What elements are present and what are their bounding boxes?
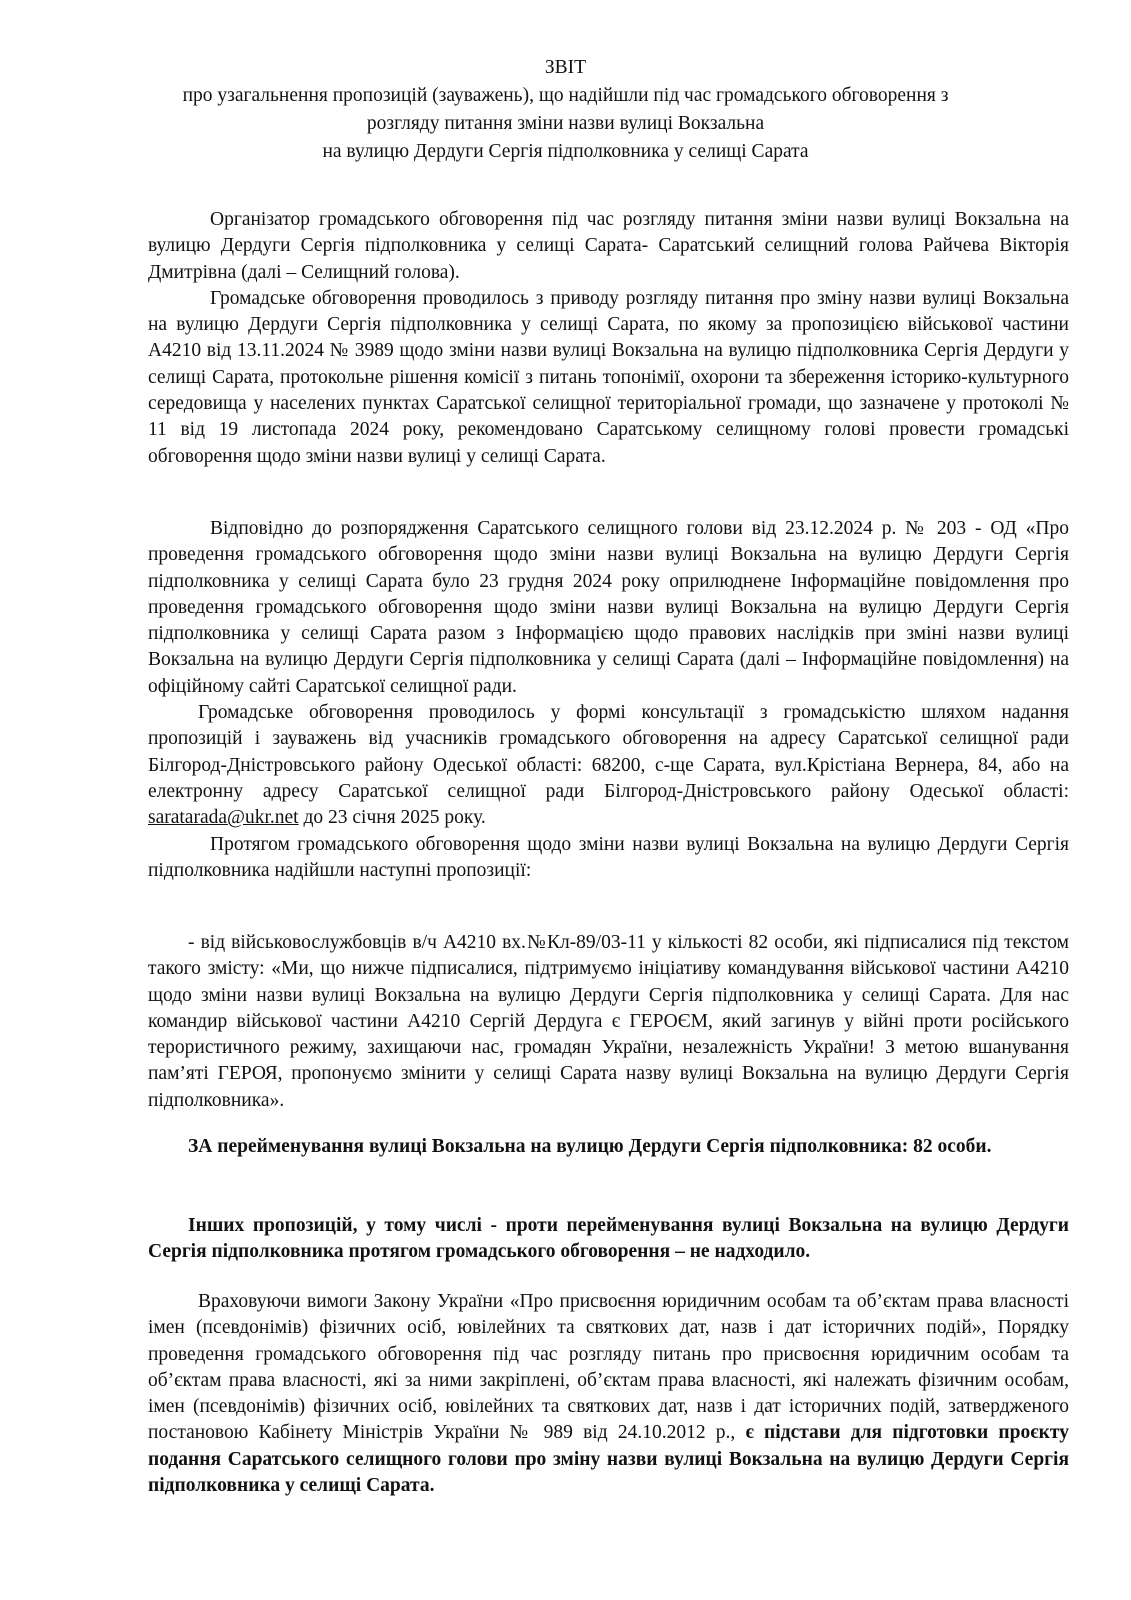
paragraph-proposal-text: - від військовослужбовців в/ч А4210 вх.№Кл-89/03-11 у кількості 82 особи, які підписалися під текстом такого змісту: «Ми, що нижче підписалися, підтримуємо ініціативу командування військової частини А4210 щодо зміни назви вулиці Вокзальна на вулицю Дердуги Сергія підполковника у селищі Сарата. Для нас командир військової частини А4210 Сергій Дердуга є ГЕРОЄМ, який загинув у війні проти російського терористичного режиму, захищаючи нас, громадян України, незалежність України! З метою вшанування пам’яті ГЕРОЯ, пропонуємо змінити у селищі Сарата назву вулиці Вокзальна на вулицю Дердуги Сергія підполковника». (148, 932, 1069, 1111)
section-conclusion (148, 1289, 1069, 1499)
conclusion-bold-text: є підстави для підготовки проєкту подання Саратського селищного голови про зміну назви вулиці Вокзальна на вулицю Дердуги Сергія підполковника у селищі Сарата. (148, 1422, 1069, 1497)
report-subtitle-line-1: про узагальнення пропозицій (зауважень), що надійшли під час громадського обговорення з (182, 85, 949, 106)
conclusion-text: Враховуючи вимоги Закону України «Про присвоєння юридичним особам та об’єктам права власності імен (псевдонімів) фізичних осіб, ювілейних та святкових дат, назв і дат історичних подій», Порядку проведення громадського обговорення під час розгляду питань про присвоєння юридичним особам та об’єктам права власності, які за ними закріплені, об’єктам права власності, які належать фізичним особам, імен (псевдонімів) фізичних осіб, ювілейних та святкових дат, назв і дат історичних подій, затвердженого постановою Кабінету Міністрів України № 989 від 24.10.2012 р., (148, 1291, 1069, 1444)
paragraph-no-other-proposals: Інших пропозицій, у тому числі - проти перейменування вулиці Вокзальна на вулицю Дердуги Сергія підполковника протягом громадського обговорення – не надходило. (148, 1215, 1069, 1263)
paragraph-order: Відповідно до розпорядження Саратського селищного голови від 23.12.2024 р. № 203 - ОД «Про проведення громадського обговорення щодо зміни назви вулиці Вокзальна на вулицю Дердуги Сергія підполковника у селищі Сарата було 23 грудня 2024 року оприлюднене Інформаційне повідомлення про проведення громадського обговорення щодо зміни назви вулиці Вокзальна на вулицю Дердуги Сергія підполковника у селищі Сарата разом з Інформацією щодо правових наслідків при зміні назви вулиці Вокзальна на вулицю Дердуги Сергія підполковника у селищі Сарата (далі – Інформаційне повідомлення) на офіційному сайті Саратської селищної ради. (148, 518, 1069, 697)
section-proposal (148, 930, 1069, 1114)
paragraph-consultation (148, 700, 1069, 831)
email-link[interactable]: saratarada@ukr.net (148, 807, 299, 829)
paragraph-proposals-intro: Протягом громадського обговорення щодо зміни назви вулиці Вокзальна на вулицю Дердуги Сергія підполковника надійшли наступні пропозиції: (148, 833, 1069, 881)
consultation-deadline: до 23 січня 2025 року. (298, 807, 486, 829)
consultation-text: Громадське обговорення проводилось у формі консультації з громадськістю шляхом надання пропозицій і зауважень від учасників громадського обговорення на адресу Саратської селищної ради Білгород-Дністровського району Одеської області: 68200, с-ще Сарата, вул.Крістіана Вернера, 84, або на електронну адресу Саратської селищної ради Білгород-Дністровського району Одеської області: (148, 702, 1069, 802)
paragraph-organizer: Організатор громадського обговорення під час розгляду питання зміни назви вулиці Вокзальна на вулицю Дердуги Сергія підполковника у селищі Сарата- Саратський селищний голова Райчева Вікторія Дмитрівна (далі – Селищний голова). (148, 209, 1069, 283)
report-title: ЗВІТ (544, 57, 587, 78)
section-order (148, 516, 1069, 884)
section-no-other (148, 1213, 1069, 1266)
report-subtitle-line-2: розгляду питання зміни назви вулиці Вокзальна (366, 113, 765, 134)
report-subtitle-line-3: на вулицю Дердуги Сергія підполковника у селищі Сарата (322, 141, 809, 162)
section-organizer (148, 207, 1069, 470)
paragraph-conclusion (148, 1289, 1069, 1499)
report-header (0, 54, 1131, 166)
section-votes-for (148, 1134, 1069, 1160)
paragraph-discussion-subject: Громадське обговорення проводилось з приводу розгляду питання про зміну назви вулиці Вокзальна на вулицю Дердуги Сергія підполковника у селищі Сарата, по якому за пропозицією військової частини А4210 від 13.11.2024 № 3989 щодо зміни назви вулиці Вокзальна на вулицю підполковника Сергія Дердуги у селищі Сарата, протокольне рішення комісії з питань топонімії, охорони та збереження історико-культурного середовища у населених пунктах Саратської селищної територіальної громади, що зазначене у протоколі № 11 від 19 листопада 2024 року, рекомендовано Саратському селищному голові провести громадські обговорення щодо зміни назви вулиці у селищі Сарата. (148, 287, 1069, 467)
paragraph-votes-for: ЗА перейменування вулиці Вокзальна на вулицю Дердуги Сергія підполковника: 82 особи. (188, 1136, 992, 1157)
